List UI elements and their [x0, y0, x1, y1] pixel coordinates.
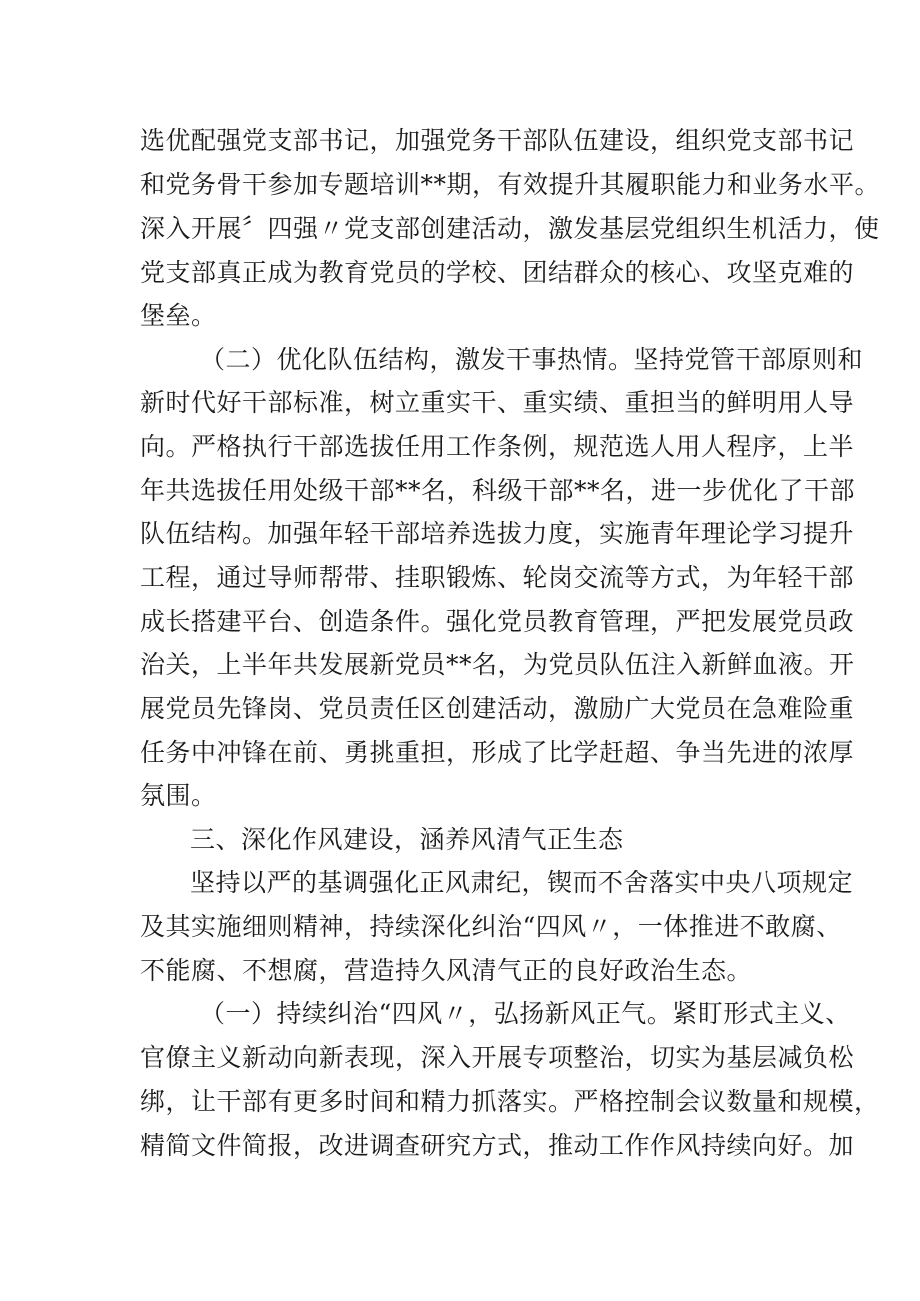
text-line: 氛围。 — [140, 781, 217, 810]
text-line: 年共选拔任用处级干部**名，科级干部**名，进一步优化了干部 — [140, 476, 856, 505]
section-heading: 三、深化作风建设，涵养风清气正生态 — [190, 825, 624, 854]
text-line: 展党员先锋岗、党员责任区创建活动，激励广大党员在急难险重 — [140, 694, 855, 723]
text-line: 成长搭建平台、创造条件。强化党员教育管理，严把发展党员政 — [140, 607, 855, 636]
text-line: 党支部真正成为教育党员的学校、团结群众的核心、攻坚克难的 — [140, 258, 855, 287]
text-line: 选优配强党支部书记，加强党务干部队伍建设，组织党支部书记 — [140, 126, 855, 155]
text-line: 队伍结构。加强年轻干部培养选拔力度，实施青年理论学习提升 — [140, 519, 855, 548]
paragraph-first-line: 坚持以严的基调强化正风肃纪，锲而不舍落实中央八项规定 — [190, 868, 854, 897]
text-line: 官僚主义新动向新表现，深入开展专项整治，切实为基层减负松 — [140, 1043, 855, 1072]
text-line: 向。严格执行干部选拔任用工作条例，规范选人用人程序，上半 — [140, 432, 855, 461]
text-line: 任务中冲锋在前、勇挑重担，形成了比学赶超、争当先进的浓厚 — [140, 738, 855, 767]
text-line: 治关，上半年共发展新党员**名，为党员队伍注入新鲜血液。开 — [140, 650, 855, 679]
text-line: 深入开展〞四强〃党支部创建活动，激发基层党组织生机活力，使 — [140, 214, 880, 243]
text-line: 和党务骨干参加专题培训**期，有效提升其履职能力和业务水平。 — [140, 170, 881, 199]
text-line: 绑，让干部有更多时间和精力抓落实。严格控制会议数量和规模， — [140, 1087, 880, 1116]
text-line: 不能腐、不想腐，营造持久风清气正的良好政治生态。 — [140, 956, 753, 985]
text-line: 精简文件简报，改进调查研究方式，推动工作作风持续向好。加 — [140, 1131, 855, 1160]
text-line: 新时代好干部标准，树立重实干、重实绩、重担当的鲜明用人导 — [140, 388, 855, 417]
paragraph-first-line: （二）优化队伍结构，激发干事热情。坚持党管干部原则和 — [200, 345, 864, 374]
paragraph-first-line: （一）持续纠治“四风〃，弘扬新风正气。紧盯形式主义、 — [200, 999, 851, 1028]
text-line: 堡垒。 — [140, 301, 217, 330]
text-line: 工程，通过导师帮带、挂职锻炼、轮岗交流等方式，为年轻干部 — [140, 563, 855, 592]
text-line: 及其实施细则精神，持续深化纠治“四风〃，一体推进不敢腐、 — [140, 912, 842, 941]
